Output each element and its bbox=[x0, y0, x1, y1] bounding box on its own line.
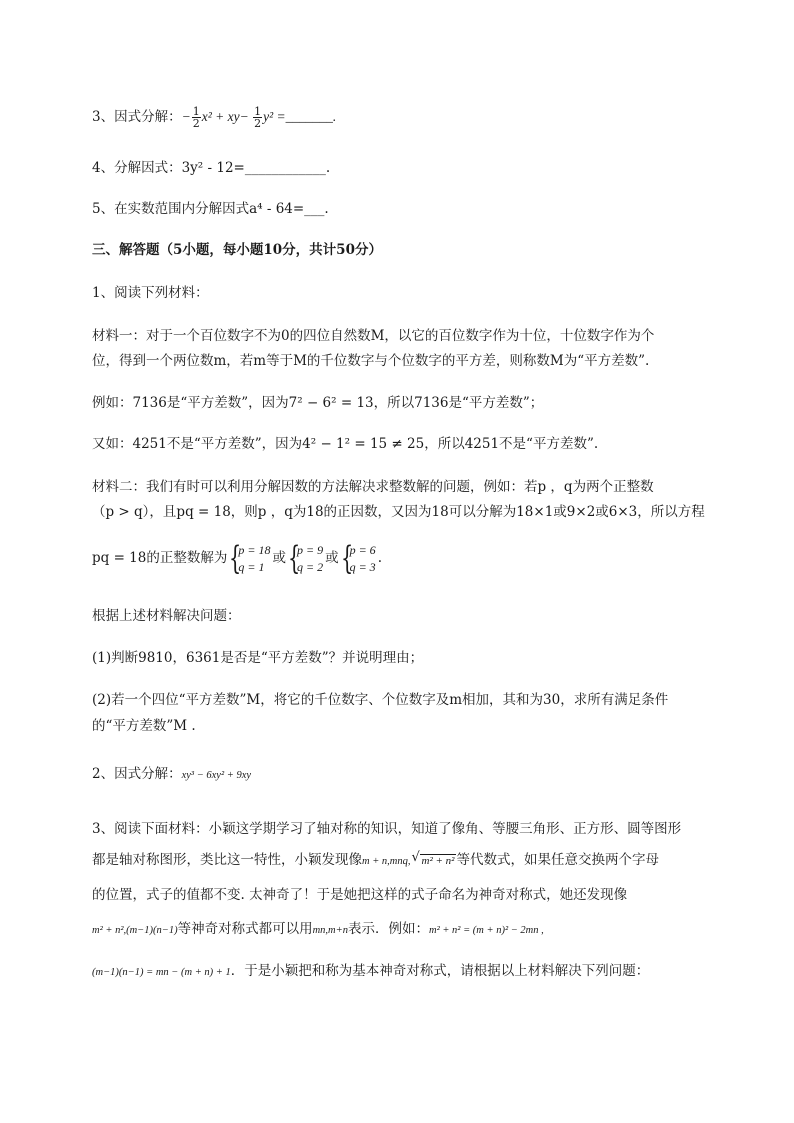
line5-equation: (m−1)(n−1) = mn − (m + n) + 1 bbox=[92, 967, 231, 978]
problem1-material2-line1: 材料二：我们有时可以利用分解因数的方法解决求整数解的问题，例如：若p ，q为两个正整数 bbox=[92, 479, 654, 495]
problem1-heading: 1、阅读下列材料： bbox=[92, 285, 209, 301]
q3-fraction-2: $\frac{1}{2}$ bbox=[254, 105, 262, 130]
problem3-line2: 都是轴对称图形，类比这一特性，小颖发现像m + n,mnq, √ m² + n² 等代数式，如果任意交换两个字母 bbox=[92, 850, 659, 872]
problem1-material2-line2: （p > q），且pq = 18，则p ，q为18的正因数，又因为18可以分解为18×1或9×2或6×3，所以方程 bbox=[92, 504, 705, 520]
line4-expression-2: mn,m+n bbox=[312, 925, 348, 936]
problem3-line3: 的位置，式子的值都不变. 太神奇了！于是她把这样的式子命名为神奇对称式，她还发现像 bbox=[92, 887, 628, 903]
q3-fraction-1: $\frac{1}{2}$ bbox=[192, 105, 200, 130]
problem1-part1: (1)判断9810，6361是否是“平方差数”？并说明理由； bbox=[92, 650, 424, 666]
line2-expression: m + n,mnq, bbox=[362, 856, 411, 867]
section-title: 三、解答题（5小题，每小题10分，共计50分） bbox=[92, 242, 382, 258]
problem3-line5: (m−1)(n−1) = mn − (m + n) + 1．于是小颖把和称为基本神奇对称式，请根据以上材料解决下列问题： bbox=[92, 963, 650, 979]
end-dot: . bbox=[377, 550, 382, 566]
problem1-material2-line3 bbox=[92, 540, 382, 576]
problem2-lead: 2、因式分解： bbox=[92, 766, 182, 782]
q3-tail: y² =_______. bbox=[263, 109, 337, 124]
fill-in-q5: 5、在实数范围内分解因式a⁴ - 64=___. bbox=[92, 201, 329, 217]
problem3-line4: m² + n²,(m−1)(n−1)等神奇对称式都可以用mn,m+n表示．例如：m² + n² = (m + n)² − 2mn , bbox=[92, 921, 544, 937]
problem1-example1: 例如：7136是“平方差数”，因为7² − 6² = 13，所以7136是“平方差数”； bbox=[92, 395, 544, 411]
or-label-1: 或 bbox=[272, 550, 286, 566]
problem1-material1-line2: 位，得到一个两位数m，若m等于M的千位数字与个位数字的平方差，则称数M为“平方差数”. bbox=[92, 353, 650, 369]
problem1-solve-prompt: 根据上述材料解决问题： bbox=[92, 608, 241, 624]
fill-in-q4: 4、分解因式：3y² - 12=____________. bbox=[92, 160, 331, 176]
line4-equation: m² + n² = (m + n)² − 2mn , bbox=[428, 925, 544, 936]
material2-line3-lead: pq = 18的正整数解为 bbox=[92, 550, 228, 566]
problem1-part2-line1: (2)若一个四位“平方差数”M，将它的千位数字、个位数字及m相加，其和为30，求所有满足条件 bbox=[92, 692, 669, 708]
equation-system-3: { p = 6 q = 3 bbox=[340, 538, 376, 577]
equation-system-1: { p = 18 q = 1 bbox=[229, 538, 271, 577]
equation-system-2: { p = 9 q = 2 bbox=[287, 538, 324, 577]
q3-mid: x² + xy− bbox=[201, 109, 253, 124]
problem1-material1-line1: 材料一：对于一个百位数字不为0的四位自然数M，以它的百位数字作为十位，十位数字作为个 bbox=[92, 328, 655, 344]
problem1-part2-line2: 的“平方差数”M . bbox=[92, 718, 196, 734]
or-label-2: 或 bbox=[325, 550, 339, 566]
problem3-line1: 3、阅读下面材料：小颖这学期学习了轴对称的知识，知道了像角、等腰三角形、正方形、圆等图形 bbox=[92, 821, 682, 837]
q3-lead: 3、因式分解： bbox=[92, 109, 182, 125]
line4-expression: m² + n²,(m−1)(n−1) bbox=[92, 925, 178, 936]
problem1-example2: 又如：4251不是“平方差数”，因为4² − 1² = 15 ≠ 25，所以4251不是“平方差数”. bbox=[92, 436, 599, 452]
sqrt-expression: √ m² + n² bbox=[411, 850, 455, 867]
problem2-expression: xy³ − 6xy² + 9xy bbox=[181, 770, 252, 781]
fill-in-q3: 3、因式分解：− $\frac{1}{2}$ x² + xy− $\frac{1}{2}$ y² =_______. bbox=[92, 105, 337, 130]
problem2 bbox=[92, 764, 251, 786]
